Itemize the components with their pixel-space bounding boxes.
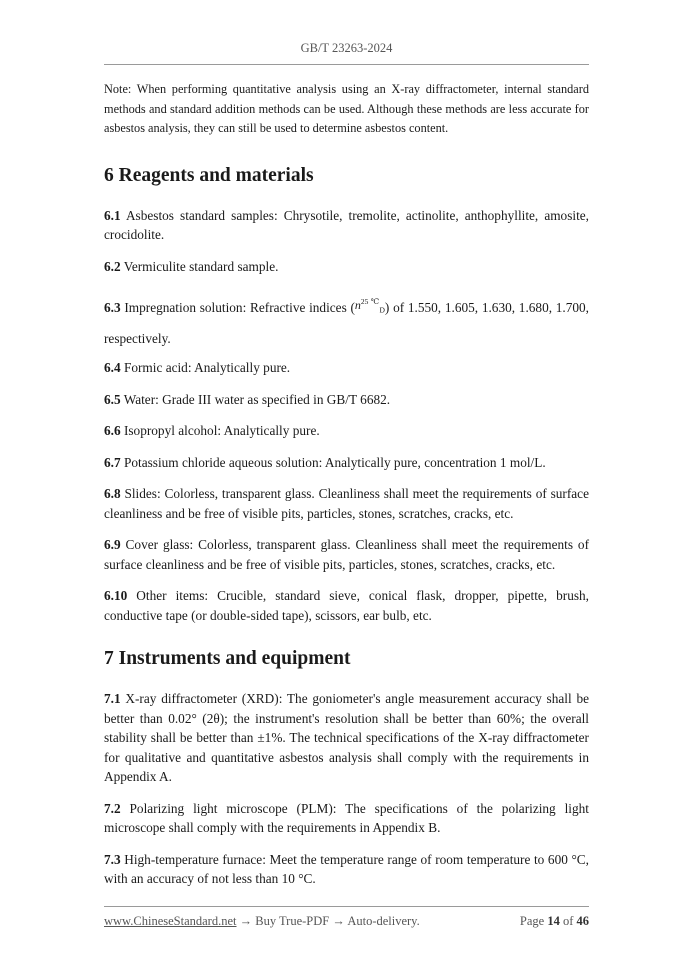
section-6-heading: 6 Reagents and materials	[104, 164, 314, 186]
clause-7-2	[104, 799, 589, 838]
clause-6-8	[104, 484, 589, 523]
refractive-index-symbol	[354, 297, 385, 315]
clause-6-3	[104, 292, 589, 352]
footer-rule	[104, 906, 589, 907]
clause-6-2	[104, 257, 589, 277]
clause-text-after: ) of 1.550, 1.605, 1.630, 1.680, 1.700, respectively.	[104, 300, 590, 347]
clause-number: 6.1	[104, 207, 121, 223]
page-indicator	[520, 914, 589, 929]
index-line: D	[379, 305, 385, 315]
index-letter: n	[354, 298, 361, 312]
index-temperature: 25 ℃	[360, 297, 380, 306]
site-link[interactable]: www.ChineseStandard.net	[104, 914, 237, 928]
buy-true-pdf-text: Buy True-PDF	[255, 914, 330, 928]
arrow-right-icon: →	[239, 914, 253, 928]
clause-number: 6.8	[104, 486, 121, 502]
clause-text: Asbestos standard samples: Chrysotile, tremolite, actinolite, anthophyllite, amosite, crocidolite.	[104, 207, 589, 242]
clause-number: 6.2	[104, 258, 121, 274]
clause-number: 7.2	[104, 800, 121, 816]
of-label: of	[562, 914, 574, 928]
clause-number: 6.9	[104, 537, 121, 553]
clause-text: Polarizing light microscope (PLM): The specifications of the polarizing light microscope shall comply with the requirements in Appendix B.	[104, 800, 589, 836]
clause-number: 6.5	[104, 391, 121, 407]
clause-6-10	[104, 586, 589, 625]
clause-6-4	[104, 358, 589, 378]
clause-number: 6.3	[104, 300, 121, 315]
clause-6-9	[104, 535, 589, 574]
clause-number: 7.1	[104, 691, 121, 707]
clause-text: Cover glass: Colorless, transparent glass. Cleanliness shall meet the requirements of surface cleanliness and be free of visible pits, particles, stones, scratches, cracks, etc.	[104, 537, 590, 572]
note-paragraph: Note: When performing quantitative analysis using an X-ray diffractometer, internal standard methods and standard addition methods can be used. Although these methods are less accurate for asbestos analysis, they can still be used to determine asbestos content.	[104, 82, 589, 135]
clause-text: High-temperature furnace: Meet the temperature range of room temperature to 600 °C, with an accuracy of not less than 10 °C.	[104, 851, 589, 887]
clause-6-6	[104, 421, 589, 441]
clause-text: Other items: Crucible, standard sieve, conical flask, dropper, pipette, brush, conductive tape (or double-sided tape), scissors, ear bulb, etc.	[104, 588, 589, 623]
clause-text-before: Impregnation solution: Refractive indices (	[124, 300, 355, 315]
footer-promo	[104, 914, 420, 929]
arrow-right-icon: →	[332, 914, 345, 928]
clause-6-5	[104, 390, 589, 410]
clause-text: Water: Grade III water as specified in GB/T 6682.	[123, 391, 391, 407]
current-page-number: 14	[547, 914, 560, 928]
clause-text: X-ray diffractometer (XRD): The goniometer's angle measurement accuracy shall be better than 0.02° (2θ); the instrument's resolution shall be better than 60%; the overall stability shall be better than ±1%. The technical specifications of the X-ray diffractometer for qualitative and quantitative asbestos analysis shall comply with the requirements in Appendix A.	[104, 691, 589, 785]
auto-delivery-text: Auto-delivery.	[347, 914, 420, 928]
page-label: Page	[519, 914, 545, 928]
clause-number: 6.4	[104, 360, 121, 376]
clause-6-1	[104, 206, 589, 245]
clause-text: Isopropyl alcohol: Analytically pure.	[123, 423, 320, 439]
total-pages-number: 46	[576, 914, 589, 928]
clause-text: Slides: Colorless, transparent glass. Cleanliness shall meet the requirements of surface cleanliness and be free of visible pits, particles, stones, scratches, cracks, etc.	[104, 486, 589, 521]
page-content	[104, 80, 589, 901]
clause-text: Potassium chloride aqueous solution: Analytically pure, concentration 1 mol/L.	[123, 454, 546, 470]
clause-text: Vermiculite standard sample.	[123, 258, 279, 274]
clause-number: 6.10	[104, 588, 128, 604]
clause-7-1	[104, 689, 589, 787]
clause-number: 6.7	[104, 454, 121, 470]
header-doc-code: GB/T 23263-2024	[300, 41, 393, 55]
section-7-heading: 7 Instruments and equipment	[104, 648, 351, 670]
clause-6-7	[104, 453, 589, 473]
header-rule	[104, 64, 589, 65]
clause-number: 6.6	[104, 423, 121, 439]
clause-text: Formic acid: Analytically pure.	[123, 360, 291, 376]
clause-7-3	[104, 850, 589, 889]
clause-number: 7.3	[104, 851, 121, 867]
